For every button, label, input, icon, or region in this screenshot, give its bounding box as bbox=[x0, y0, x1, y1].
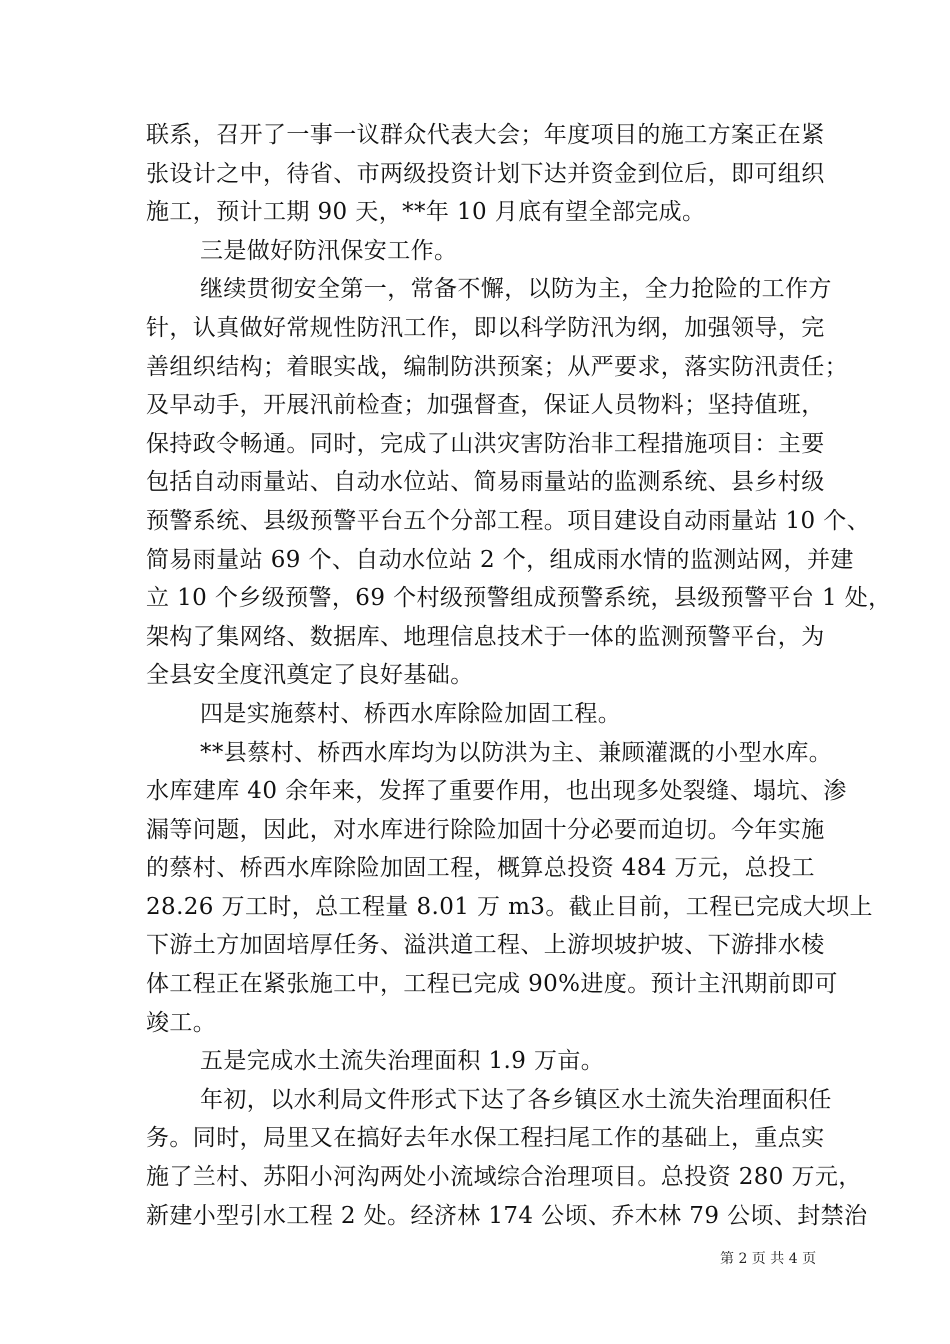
text-line: 竣工。 bbox=[146, 1009, 217, 1036]
text-line: 水库建库 40 余年来，发挥了重要作用，也出现多处裂缝、塌坑、渗 bbox=[146, 778, 847, 805]
page-number-footer: 第 2 页 共 4 页 bbox=[720, 1251, 817, 1267]
text-line: 及早动手，开展汛前检查；加强督查，保证人员物料；坚持值班， bbox=[146, 392, 825, 419]
text-line: 施了兰村、苏阳小河沟两处小流域综合治理项目。总投资 280 万元， bbox=[146, 1164, 862, 1191]
text-line: 简易雨量站 69 个、自动水位站 2 个，组成雨水情的监测站网，并建 bbox=[146, 546, 854, 573]
document-body bbox=[146, 116, 892, 1235]
text-line: 善组织结构；着眼实战，编制防洪预案；从严要求，落实防汛责任； bbox=[146, 353, 848, 380]
text-line: 体工程正在紧张施工中，工程已完成 90%进度。预计主汛期前即可 bbox=[146, 971, 838, 998]
text-line: 下游土方加固培厚任务、溢洪道工程、上游坝坡护坡、下游排水棱 bbox=[146, 932, 825, 959]
text-line: 的蔡村、桥西水库除险加固工程，概算总投资 484 万元，总投工 bbox=[146, 855, 815, 882]
text-line: 针，认真做好常规性防汛工作，即以科学防汛为纲，加强领导，完 bbox=[146, 314, 825, 341]
text-line: **县蔡村、桥西水库均为以防洪为主、兼顾灌溉的小型水库。 bbox=[200, 739, 833, 766]
text-line: 施工，预计工期 90 天，**年 10 月底有望全部完成。 bbox=[146, 199, 706, 226]
text-line: 包括自动雨量站、自动水位站、简易雨量站的监测系统、县乡村级 bbox=[146, 469, 825, 496]
text-line: 联系，召开了一事一议群众代表大会；年度项目的施工方案正在紧 bbox=[146, 122, 825, 148]
text-line: 28.26 万工时，总工程量 8.01 万 m3。截止目前，工程已完成大坝上 bbox=[146, 893, 873, 920]
text-line: 新建小型引水工程 2 处。经济林 174 公顷、乔木林 79 公顷、封禁治 bbox=[146, 1202, 868, 1229]
text-line: 架构了集网络、数据库、地理信息技术于一体的监测预警平台，为 bbox=[146, 623, 825, 650]
text-line: 保持政令畅通。同时，完成了山洪灾害防治非工程措施项目：主要 bbox=[146, 430, 825, 457]
section-heading: 五是完成水土流失治理面积 1.9 万亩。 bbox=[200, 1048, 605, 1075]
text-line: 张设计之中，待省、市两级投资计划下达并资金到位后，即可组织 bbox=[146, 160, 825, 187]
text-line: 年初，以水利局文件形式下达了各乡镇区水土流失治理面积任 bbox=[200, 1086, 832, 1113]
text-line: 漏等问题，因此，对水库进行除险加固十分必要而迫切。今年实施 bbox=[146, 816, 825, 843]
text-line: 预警系统、县级预警平台五个分部工程。项目建设自动雨量站 10 个、 bbox=[146, 507, 871, 534]
body-text bbox=[146, 116, 892, 1235]
section-heading: 三是做好防汛保安工作。 bbox=[200, 237, 458, 264]
section-heading: 四是实施蔡村、桥西水库除险加固工程。 bbox=[200, 700, 622, 727]
text-line: 全县安全度汛奠定了良好基础。 bbox=[146, 662, 474, 689]
text-line: 立 10 个乡级预警，69 个村级预警组成预警系统，县级预警平台 1 处， bbox=[146, 585, 892, 612]
text-line: 务。同时，局里又在搞好去年水保工程扫尾工作的基础上，重点实 bbox=[146, 1125, 825, 1152]
text-line: 继续贯彻安全第一，常备不懈，以防为主，全力抢险的工作方 bbox=[200, 276, 832, 303]
